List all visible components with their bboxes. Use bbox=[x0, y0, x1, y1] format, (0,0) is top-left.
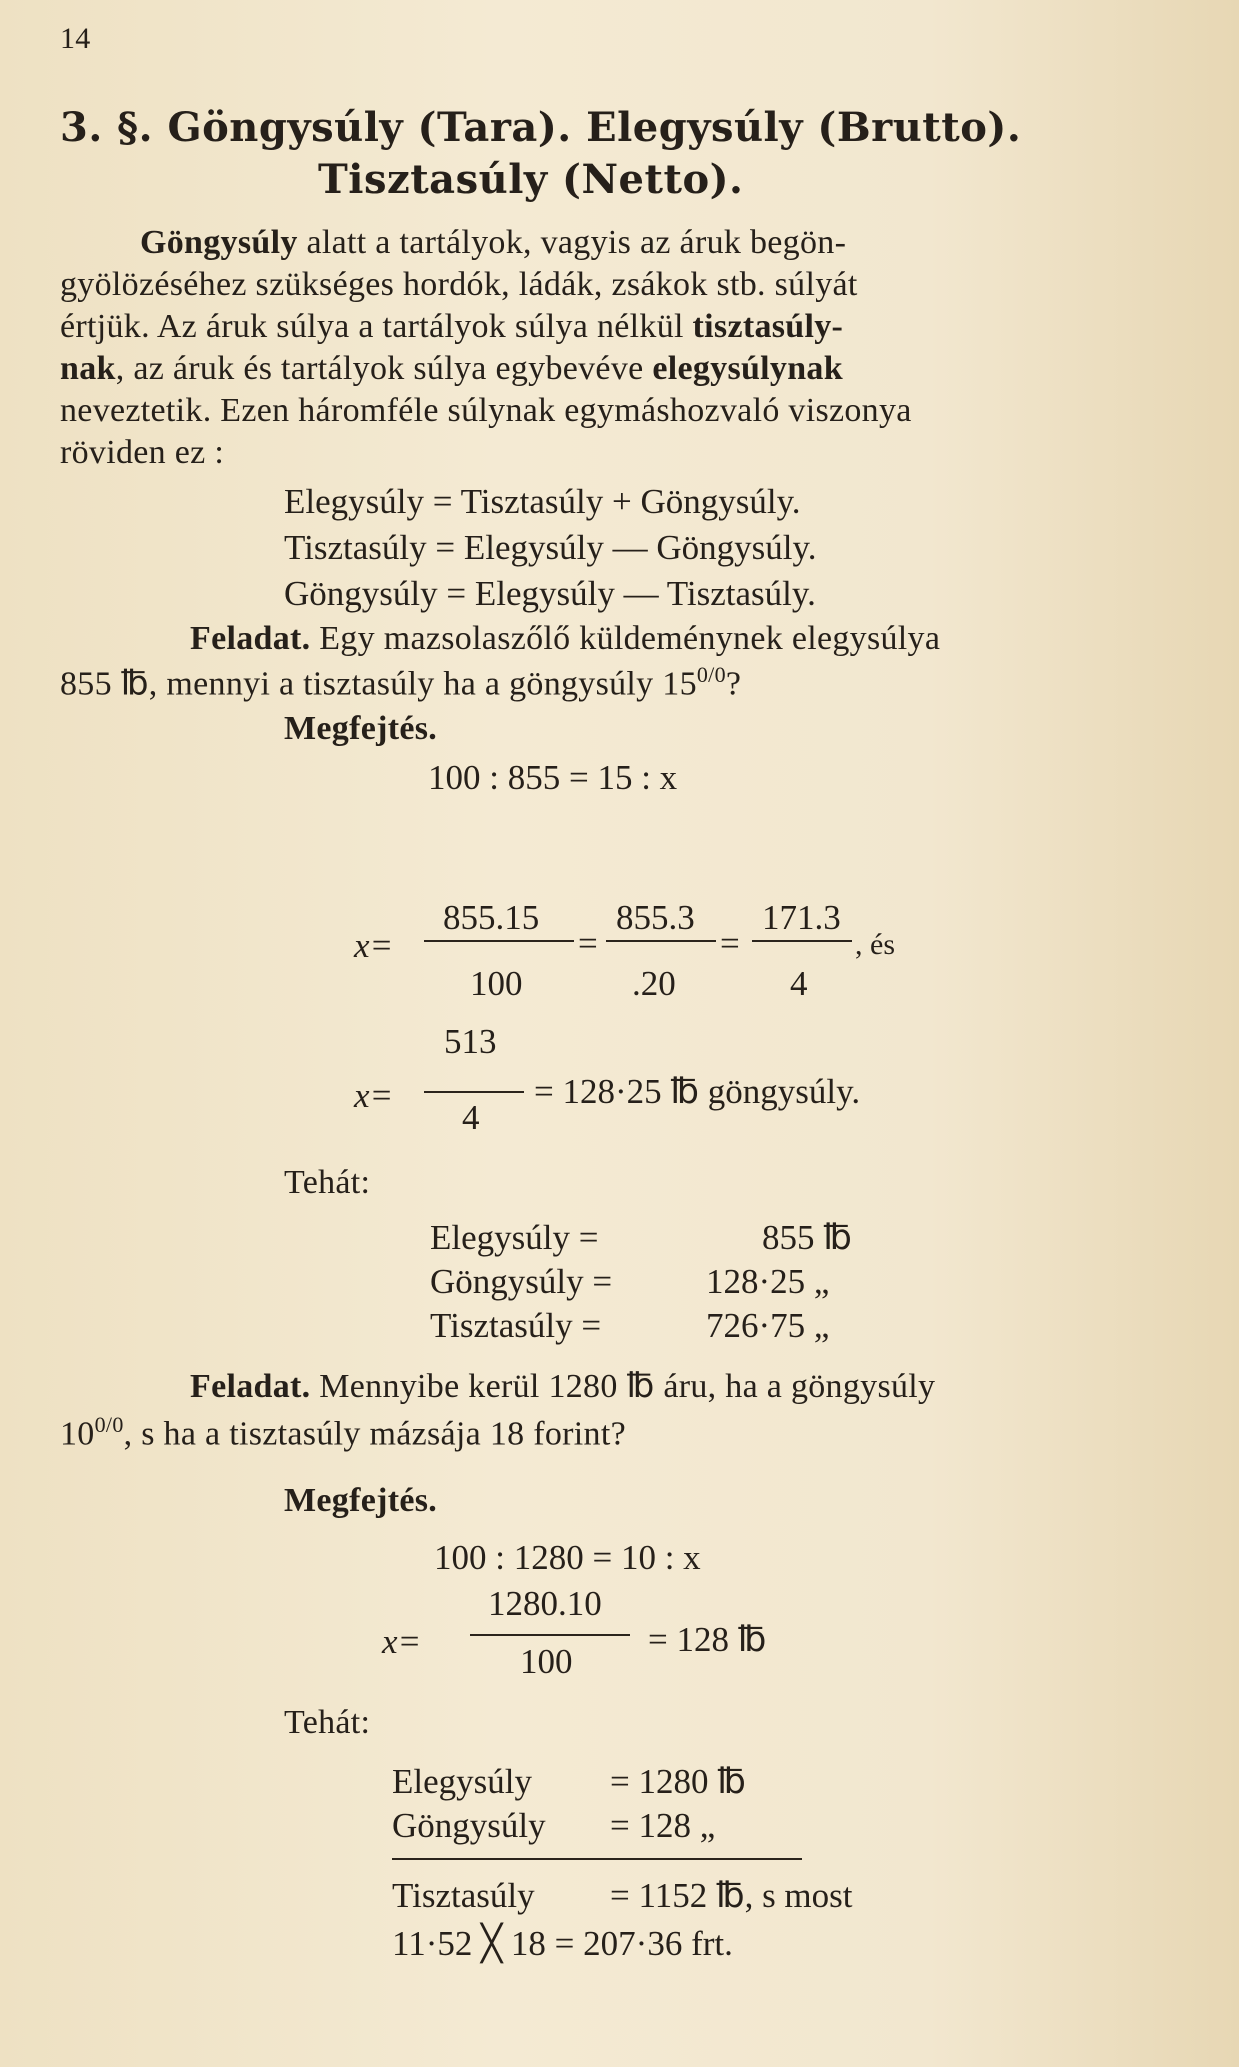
task1-summary-label-3: Tisztasúly = bbox=[430, 1306, 602, 1345]
task2-line-1 bbox=[190, 1370, 935, 1404]
task1-proportion: 100 : 855 = 15 : x bbox=[428, 758, 678, 797]
task2-percent: 0/0 bbox=[94, 1412, 124, 1437]
term-gongysuly: Göngysúly bbox=[140, 224, 298, 261]
relation-2: Tisztasúly = Elegysúly — Göngysúly. bbox=[284, 528, 817, 567]
task1-equals-2: = bbox=[720, 924, 740, 963]
task1-therefore: Tehát: bbox=[284, 1164, 371, 1201]
task1-frac4-numerator: 513 bbox=[444, 1022, 497, 1061]
task2-solution-label: Megfejtés. bbox=[284, 1482, 438, 1519]
intro-line-5: neveztetik. Ezen háromféle súlynak egymáshozvaló viszonya bbox=[60, 392, 912, 429]
task1-label: Feladat. bbox=[190, 620, 311, 657]
task1-frac1-numerator: 855.15 bbox=[443, 898, 540, 937]
intro-line-4 bbox=[60, 352, 843, 386]
task1-text-1: Egy mazsolaszőlő küldeménynek elegysúlya bbox=[310, 620, 941, 657]
task1-summary-label-2: Göngysúly = bbox=[430, 1262, 613, 1301]
task1-frac2-denominator: .20 bbox=[632, 964, 676, 1003]
term-elegysuly: elegysúlynak bbox=[652, 350, 843, 387]
task2-frac-bar bbox=[470, 1634, 630, 1636]
section-heading-line1: 3. §. Göngysúly (Tara). Elegysúly (Brutto). bbox=[60, 104, 1022, 151]
task2-label: Feladat. bbox=[190, 1368, 311, 1405]
task2-text-1: Mennyibe kerül 1280 ℔ áru, ha a göngysúly bbox=[310, 1368, 936, 1405]
intro-line-3 bbox=[60, 310, 843, 344]
task1-frac1-bar bbox=[424, 940, 574, 942]
task1-frac3-bar bbox=[752, 940, 852, 942]
task1-summary-value-3: 726·75 „ bbox=[706, 1306, 830, 1345]
task2-x-equals: x= bbox=[382, 1622, 422, 1661]
intro-line-1 bbox=[140, 226, 846, 260]
task1-solution-label: Megfejtés. bbox=[284, 710, 438, 747]
task1-frac2-numerator: 855.3 bbox=[616, 898, 695, 937]
task2-text-2a: 10 bbox=[60, 1415, 95, 1453]
task2-therefore: Tehát: bbox=[284, 1704, 371, 1741]
intro-line-2: gyölözéséhez szükséges hordók, ládák, zsákok stb. súlyát bbox=[60, 266, 858, 303]
page-number: 14 bbox=[60, 22, 91, 55]
task1-x-equals: x= bbox=[354, 926, 394, 965]
term-tisztasuly: tisztasúly- bbox=[692, 308, 844, 345]
task1-summary-value-2: 128·25 „ bbox=[706, 1262, 830, 1301]
task2-summary-label-3: Tisztasúly bbox=[392, 1876, 535, 1915]
task2-summary-value-3: = 1152 ℔, s most bbox=[610, 1876, 853, 1915]
task2-frac-result: = 128 ℔ bbox=[648, 1620, 767, 1659]
task1-frac3-denominator: 4 bbox=[790, 964, 808, 1003]
task1-line-1 bbox=[190, 622, 940, 656]
relation-1: Elegysúly = Tisztasúly + Göngysúly. bbox=[284, 482, 801, 521]
task1-frac4-denominator: 4 bbox=[462, 1098, 480, 1137]
intro-line-1-text: alatt a tartályok, vagyis az áruk begön- bbox=[297, 224, 847, 261]
task1-equals-1: = bbox=[578, 924, 598, 963]
task2-summary-value-1: = 1280 ℔ bbox=[610, 1762, 746, 1801]
task1-summary-value-1: 855 ℔ bbox=[762, 1218, 852, 1257]
task1-frac2-bar bbox=[606, 940, 716, 942]
task1-question-mark: ? bbox=[725, 665, 742, 703]
task2-summary-label-1: Elegysúly bbox=[392, 1762, 532, 1801]
task2-proportion: 100 : 1280 = 10 : x bbox=[434, 1538, 701, 1577]
relation-3: Göngysúly = Elegysúly — Tisztasúly. bbox=[284, 574, 816, 613]
task1-line-2 bbox=[60, 664, 741, 701]
task2-line-2 bbox=[60, 1414, 626, 1451]
intro-line-4-text: , az áruk és tartályok súlya egybevéve bbox=[115, 350, 653, 387]
task1-and: , és bbox=[855, 928, 895, 961]
task2-final-calculation: 11·52 ╳ 18 = 207·36 frt. bbox=[392, 1924, 733, 1963]
task2-text-2b: , s ha a tisztasúly mázsája 18 forint? bbox=[123, 1415, 626, 1453]
task1-frac1-denominator: 100 bbox=[470, 964, 523, 1003]
intro-line-3-text: értjük. Az áruk súlya a tartályok súlya nélkül bbox=[60, 308, 693, 345]
task2-summary-rule bbox=[392, 1858, 802, 1860]
task2-summary-value-2: = 128 „ bbox=[610, 1806, 716, 1845]
term-tisztasuly-end: nak bbox=[60, 350, 116, 387]
task1-frac3-numerator: 171.3 bbox=[762, 898, 841, 937]
task1-percent: 0/0 bbox=[696, 662, 726, 687]
section-heading-line2: Tisztasúly (Netto). bbox=[318, 156, 744, 203]
task1-x-equals-2: x= bbox=[354, 1076, 394, 1115]
task2-frac-numerator: 1280.10 bbox=[488, 1584, 602, 1623]
task1-text-2: 855 ℔, mennyi a tisztasúly ha a göngysúly 15 bbox=[60, 665, 697, 703]
task2-summary-label-2: Göngysúly bbox=[392, 1806, 546, 1845]
intro-line-6: röviden ez : bbox=[60, 434, 225, 471]
task1-summary-label-1: Elegysúly = bbox=[430, 1218, 599, 1257]
task1-result: = 128·25 ℔ göngysúly. bbox=[534, 1072, 861, 1111]
task2-frac-denominator: 100 bbox=[520, 1642, 573, 1681]
task1-frac4-bar bbox=[424, 1091, 524, 1093]
